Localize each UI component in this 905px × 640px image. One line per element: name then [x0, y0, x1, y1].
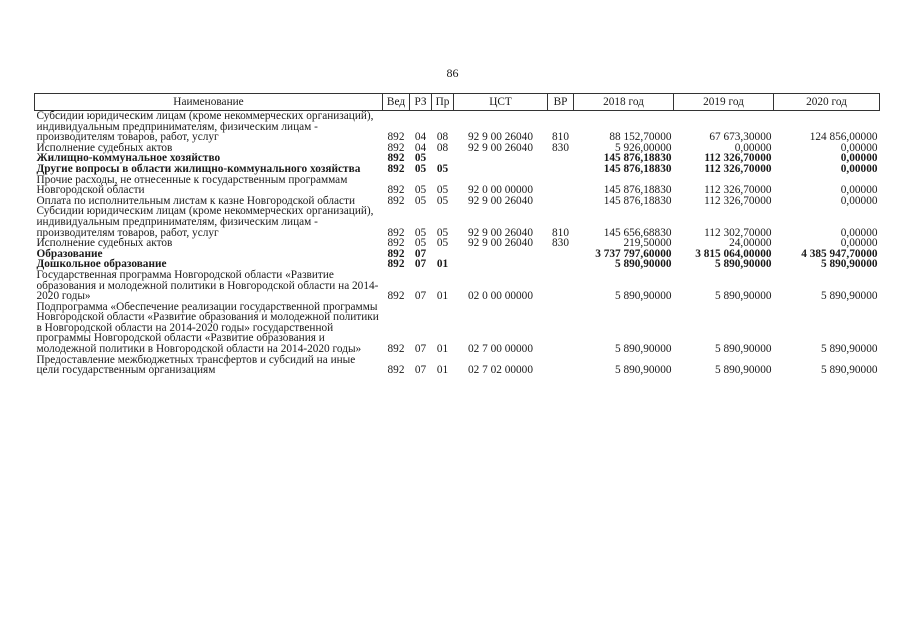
- row-rz: 07: [414, 364, 427, 377]
- row-ved: 892: [387, 162, 405, 175]
- row-ved: 892: [387, 258, 405, 271]
- row-name: Жилищно-коммунальное хозяйство: [36, 152, 221, 165]
- row-value-2019: 112 326,70000: [704, 194, 772, 207]
- row-value-2019: 3 815 064,00000: [695, 247, 772, 260]
- table-row: [35, 111, 880, 143]
- row-value-2019: 112 326,70000: [704, 162, 772, 175]
- row-value-2020: 0,00000: [840, 194, 878, 207]
- row-cst: 92 9 00 26040: [468, 131, 533, 144]
- row-cst: 02 7 02 00000: [468, 364, 533, 377]
- row-ved: 892: [387, 237, 405, 250]
- row-rz: 07: [414, 258, 427, 271]
- row-name: Государственная программа Новгородской области «Развитие образования и молодежной политики в Новгородской области на 2014-2020 годы»: [36, 268, 379, 303]
- row-vr: 810: [552, 131, 569, 144]
- row-value-2019: 24,00000: [729, 237, 772, 250]
- row-value-2019: 67 673,30000: [709, 131, 772, 144]
- table-row: [35, 164, 880, 175]
- row-name: Образование: [36, 247, 103, 260]
- row-ved: 892: [387, 247, 405, 260]
- row-name: Субсидии юридическим лицам (кроме некоммерческих организаций), индивидуальным предпринимателям, физическим лицам - производителям товаров, работ, услуг: [36, 205, 374, 239]
- row-cst: 92 9 00 26040: [468, 226, 533, 239]
- row-value-2019: 112 326,70000: [704, 184, 772, 197]
- row-value-2018: 145 656,68830: [603, 226, 672, 239]
- row-ved: 892: [387, 194, 405, 207]
- row-vr: [548, 302, 574, 355]
- row-vr: 830: [552, 141, 569, 154]
- row-value-2020: 0,00000: [840, 152, 878, 165]
- row-name: Оплата по исполнительным листам к казне Новгородской области: [36, 194, 355, 207]
- row-value-2019: 112 326,70000: [704, 152, 772, 165]
- row-value-2020: 0,00000: [840, 237, 878, 250]
- page-number: 86: [446, 66, 459, 80]
- row-pr: 05: [436, 194, 449, 207]
- table-header-row: [35, 94, 880, 111]
- row-name: Субсидии юридическим лицам (кроме некоммерческих организаций), индивидуальным предпринимателям, физическим лицам - производителям товаров, работ, услуг: [36, 110, 374, 144]
- row-vr: [548, 249, 574, 260]
- row-ved: 892: [387, 290, 405, 303]
- row-value-2020: 124 856,00000: [809, 131, 878, 144]
- row-pr: 01: [436, 290, 449, 303]
- header-name: Наименование: [35, 94, 383, 111]
- header-rz: РЗ: [410, 94, 432, 111]
- row-vr: 830: [552, 237, 569, 250]
- row-pr: 01: [436, 258, 449, 271]
- row-ved: 892: [387, 343, 405, 356]
- row-rz: 07: [414, 343, 427, 356]
- row-vr: [548, 355, 574, 376]
- row-vr: [548, 270, 574, 302]
- row-cst: [454, 249, 548, 260]
- row-value-2020: 0,00000: [840, 141, 878, 154]
- row-value-2018: 5 926,00000: [615, 141, 672, 154]
- row-cst: 92 9 00 26040: [468, 237, 533, 250]
- row-rz: 07: [414, 290, 427, 303]
- row-cst: [454, 164, 548, 175]
- row-vr: [548, 164, 574, 175]
- row-value-2019: 5 890,90000: [715, 258, 772, 271]
- row-rz: 05: [414, 184, 427, 197]
- row-ved: 892: [387, 364, 405, 377]
- row-pr: 08: [436, 141, 449, 154]
- row-value-2020: 4 385 947,70000: [801, 247, 878, 260]
- header-vr: ВР: [548, 94, 574, 111]
- row-rz: 05: [414, 152, 427, 165]
- header-ved: Вед: [383, 94, 410, 111]
- row-pr: 05: [436, 237, 449, 250]
- row-value-2018: 145 876,18830: [603, 152, 672, 165]
- table-row: [35, 270, 880, 302]
- row-value-2018: 5 890,90000: [615, 364, 672, 377]
- row-rz: 04: [414, 141, 427, 154]
- header-pr: Пр: [432, 94, 454, 111]
- header-cst: ЦСТ: [454, 94, 548, 111]
- row-rz: 04: [414, 131, 427, 144]
- row-vr: [548, 153, 574, 164]
- row-pr: 01: [436, 364, 449, 377]
- row-pr: 05: [436, 162, 449, 175]
- table-row: [35, 355, 880, 376]
- row-value-2018: 88 152,70000: [609, 131, 672, 144]
- budget-table: [34, 93, 880, 376]
- table-body: [35, 111, 880, 376]
- row-value-2018: 145 876,18830: [603, 162, 672, 175]
- row-rz: 05: [414, 237, 427, 250]
- row-value-2019: 5 890,90000: [715, 290, 772, 303]
- row-value-2020: 0,00000: [840, 184, 878, 197]
- table-row: [35, 206, 880, 238]
- row-rz: 05: [414, 226, 427, 239]
- row-ved: 892: [387, 184, 405, 197]
- row-value-2018: 145 876,18830: [603, 184, 672, 197]
- header-2018: 2018 год: [574, 94, 674, 111]
- row-value-2018: 5 890,90000: [615, 343, 672, 356]
- row-cst: 02 0 00 00000: [468, 290, 533, 303]
- row-vr: [548, 175, 574, 196]
- row-ved: 892: [387, 141, 405, 154]
- row-value-2018: 219,50000: [623, 237, 672, 250]
- row-cst: 92 9 00 26040: [468, 141, 533, 154]
- row-cst: [454, 259, 548, 270]
- row-name: Подпрограмма «Обеспечение реализации государственной программы Новгородской области «Развитие образования и молодежной политики в Новгородской области на 2014-2020 годы» государственной программы Новгородской области «Развитие образования и молодежной политики в Новгородской области на 2014-2020 годы»: [36, 300, 379, 356]
- row-cst: 02 7 00 00000: [468, 343, 533, 356]
- row-value-2020: 5 890,90000: [821, 364, 878, 377]
- row-name: Дошкольное образование: [36, 258, 167, 271]
- row-value-2018: 3 737 797,60000: [595, 247, 672, 260]
- row-value-2018: 145 876,18830: [603, 194, 672, 207]
- row-rz: 05: [414, 162, 427, 175]
- row-pr: 05: [436, 184, 449, 197]
- row-vr: [548, 196, 574, 207]
- row-vr: 810: [552, 226, 569, 239]
- row-value-2020: 0,00000: [840, 226, 878, 239]
- row-name: Предоставление межбюджетных трансфертов и субсидий на иные цели государственным организациям: [36, 353, 356, 377]
- header-2019: 2019 год: [674, 94, 774, 111]
- row-name: Прочие расходы, не отнесенные к государственным программам Новгородской области: [36, 173, 348, 197]
- row-value-2019: 112 302,70000: [704, 226, 772, 239]
- row-name: Другие вопросы в области жилищно-коммунального хозяйства: [36, 162, 361, 175]
- row-value-2019: 5 890,90000: [715, 364, 772, 377]
- row-value-2020: 0,00000: [840, 162, 878, 175]
- row-value-2020: 5 890,90000: [821, 290, 878, 303]
- row-value-2019: 0,00000: [734, 141, 772, 154]
- row-value-2020: 5 890,90000: [821, 343, 878, 356]
- row-cst: [454, 153, 548, 164]
- row-rz: 07: [414, 247, 427, 260]
- table-row: [35, 175, 880, 196]
- row-vr: [548, 259, 574, 270]
- row-name: Исполнение судебных актов: [36, 141, 173, 154]
- header-2020: 2020 год: [774, 94, 880, 111]
- row-value-2019: 5 890,90000: [715, 343, 772, 356]
- row-value-2020: 5 890,90000: [821, 258, 878, 271]
- row-pr: 08: [436, 131, 449, 144]
- row-pr: 05: [436, 226, 449, 239]
- row-rz: 05: [414, 194, 427, 207]
- row-ved: 892: [387, 131, 405, 144]
- row-ved: 892: [387, 226, 405, 239]
- row-pr: 01: [436, 343, 449, 356]
- row-ved: 892: [387, 152, 405, 165]
- row-value-2018: 5 890,90000: [615, 290, 672, 303]
- row-name: Исполнение судебных актов: [36, 237, 173, 250]
- row-cst: 92 9 00 26040: [468, 194, 533, 207]
- table-row: [35, 302, 880, 355]
- row-value-2018: 5 890,90000: [615, 258, 672, 271]
- row-cst: 92 0 00 00000: [468, 184, 533, 197]
